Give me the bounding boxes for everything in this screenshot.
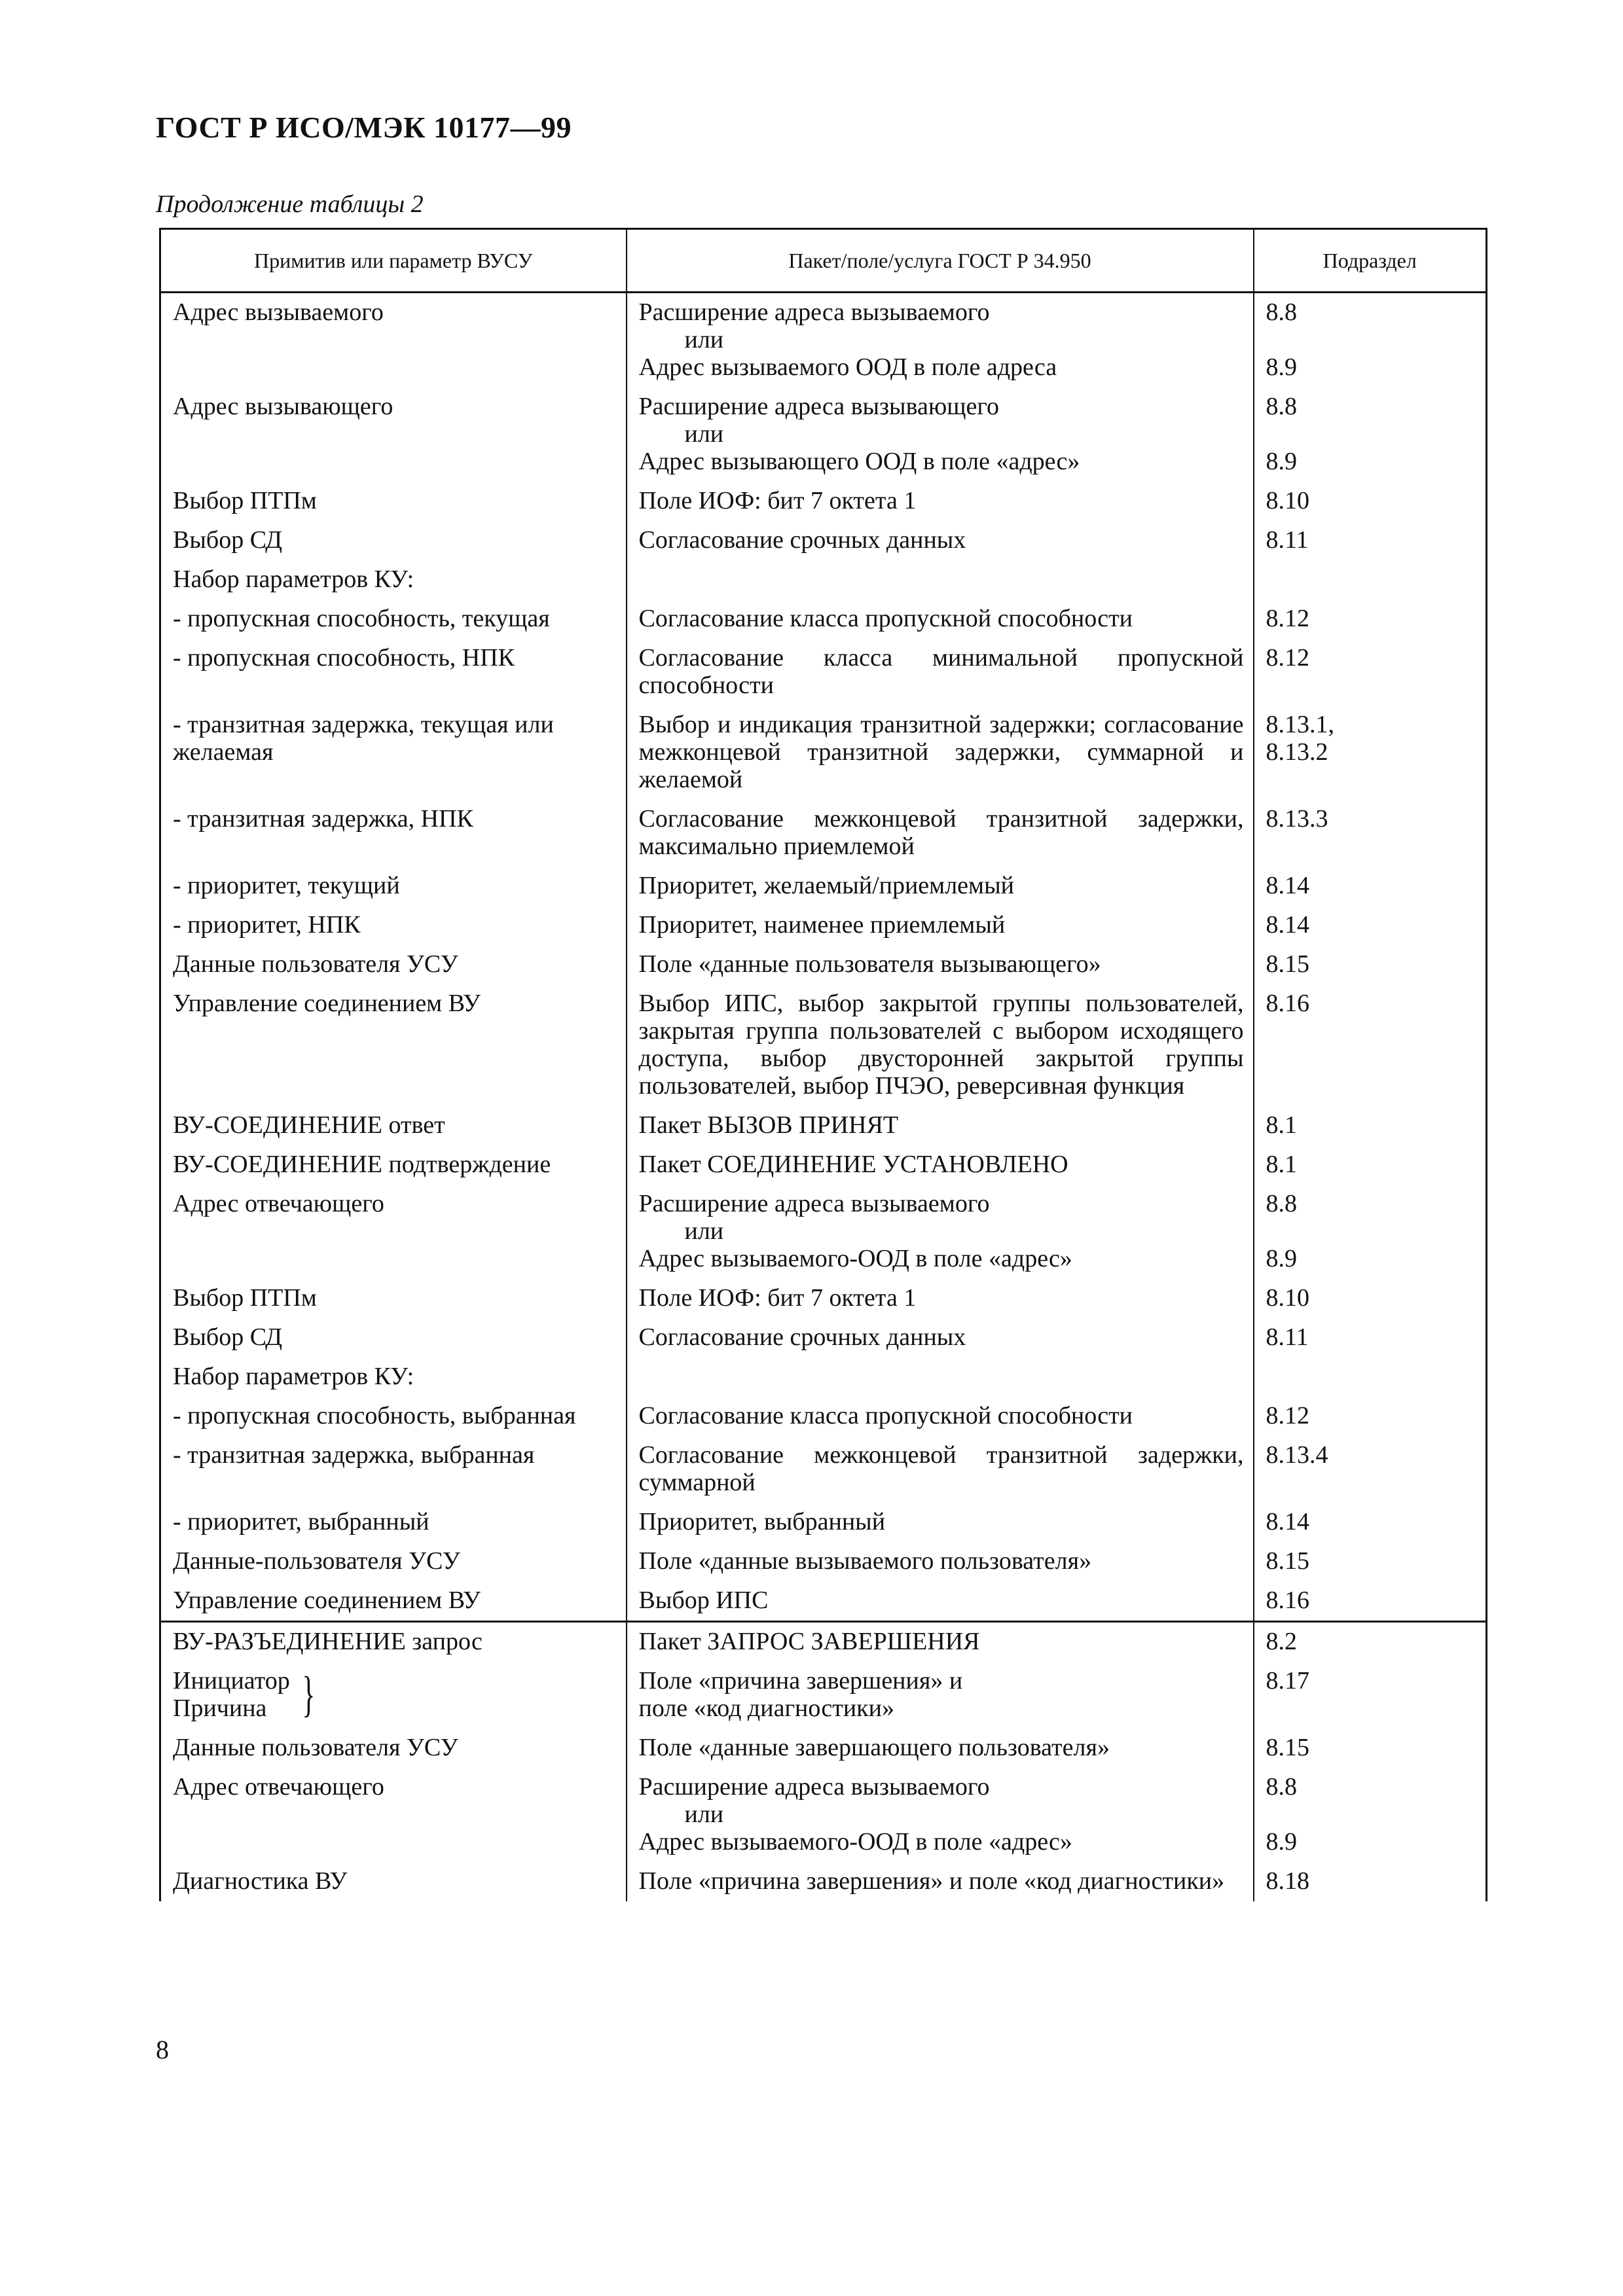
packet-text: или	[684, 326, 724, 353]
cell-subsection	[1254, 1662, 1487, 1729]
cell-primitive	[160, 1397, 627, 1436]
packet-text: Поле «причина завершения» и поле «код диагностики»	[638, 1867, 1225, 1895]
cell-subsection	[1254, 906, 1487, 945]
subsection-number: 8.10	[1266, 487, 1309, 514]
cell-primitive	[160, 1145, 627, 1185]
cell-primitive	[160, 706, 627, 800]
table-row	[160, 600, 1487, 639]
cell-primitive	[160, 800, 627, 867]
cell-primitive	[160, 639, 627, 706]
cell-packet-field-service	[627, 1357, 1254, 1397]
cell-packet-field-service	[627, 1279, 1254, 1318]
primitive-text: Данные-пользователя УСУ	[173, 1547, 460, 1575]
primitive-text: - приоритет, выбранный	[173, 1508, 429, 1535]
packet-text: Выбор ИПС	[638, 1587, 769, 1614]
primitive-text: - пропускная способность, НПК	[173, 644, 515, 672]
cell-packet-field-service	[627, 1318, 1254, 1357]
subsection-number: 8.1	[1266, 1111, 1297, 1139]
table-row	[160, 800, 1487, 867]
braced-parameter-group	[173, 1667, 617, 1722]
cell-packet-field-service	[627, 1542, 1254, 1581]
packet-text: Пакет СОЕДИНЕНИЕ УСТАНОВЛЕНО	[638, 1151, 1068, 1178]
page-number: 8	[156, 2035, 169, 2064]
column-header-subsection: Подраздел	[1254, 229, 1487, 293]
subsection-number: 8.16	[1266, 990, 1309, 1017]
cell-primitive	[160, 521, 627, 560]
subsection-number: 8.13.1,	[1266, 711, 1334, 738]
cell-packet-field-service	[627, 1768, 1254, 1862]
subsection-number	[1266, 420, 1477, 448]
cell-primitive	[160, 1542, 627, 1581]
packet-text: Согласование межконцевой транзитной задержки, суммарной	[638, 1441, 1244, 1496]
subsection-number: 8.14	[1266, 911, 1309, 939]
cell-packet-field-service	[627, 867, 1254, 906]
primitive-text: - приоритет, текущий	[173, 872, 400, 899]
packet-text: или	[684, 1801, 724, 1828]
cell-packet-field-service	[627, 639, 1254, 706]
subsection-number: 8.18	[1266, 1867, 1309, 1895]
subsection-number: 8.13.2	[1266, 738, 1328, 766]
table-row	[160, 482, 1487, 521]
cell-subsection	[1254, 1581, 1487, 1622]
cell-primitive	[160, 387, 627, 482]
packet-text: Выбор ИПС, выбор закрытой группы пользователей, закрытая группа пользователей с выбором исходящего доступа, выбор двусторонней закрытой группы пользователей, выбор ПЧЭО, реверсивная функция	[638, 990, 1244, 1100]
subsection-number: 8.13.3	[1266, 805, 1328, 833]
subsection-number	[1266, 1801, 1477, 1828]
primitive-text: - транзитная задержка, выбранная	[173, 1441, 535, 1469]
packet-text: Расширение адреса вызываемого	[638, 1190, 990, 1217]
primitive-text: Адрес отвечающего	[173, 1773, 384, 1801]
table-row	[160, 906, 1487, 945]
cell-packet-field-service	[627, 482, 1254, 521]
packet-text: Адрес вызываемого ООД в поле адреса	[638, 353, 1057, 381]
cell-subsection	[1254, 867, 1487, 906]
cell-subsection	[1254, 521, 1487, 560]
cell-subsection	[1254, 482, 1487, 521]
primitive-text: ВУ-СОЕДИНЕНИЕ ответ	[173, 1111, 445, 1139]
table-row	[160, 521, 1487, 560]
table-row	[160, 1279, 1487, 1318]
cell-subsection	[1254, 1106, 1487, 1145]
cell-primitive	[160, 1357, 627, 1397]
cell-packet-field-service	[627, 387, 1254, 482]
table-row	[160, 1397, 1487, 1436]
cell-packet-field-service	[627, 1397, 1254, 1436]
packet-text: Пакет ЗАПРОС ЗАВЕРШЕНИЯ	[638, 1628, 980, 1655]
table-row	[160, 1185, 1487, 1279]
packet-text: Поле «данные вызываемого пользователя»	[638, 1547, 1092, 1575]
column-header-packet: Пакет/поле/услуга ГОСТ Р 34.950	[627, 229, 1254, 293]
packet-text: Адрес вызываемого-ООД в поле «адрес»	[638, 1828, 1072, 1856]
cell-subsection	[1254, 639, 1487, 706]
cell-subsection	[1254, 1318, 1487, 1357]
primitive-text: Причина	[173, 1695, 267, 1722]
cell-packet-field-service	[627, 1145, 1254, 1185]
packet-text: Согласование класса минимальной пропускной способности	[638, 644, 1244, 699]
subsection-number: 8.2	[1266, 1628, 1297, 1655]
packet-text: Поле «данные пользователя вызывающего»	[638, 950, 1101, 978]
cell-subsection	[1254, 984, 1487, 1106]
subsection-number: 8.11	[1266, 1323, 1309, 1351]
cell-packet-field-service	[627, 560, 1254, 600]
primitive-text: - транзитная задержка, текущая или желаемая	[173, 711, 554, 766]
cell-subsection	[1254, 1185, 1487, 1279]
cell-subsection	[1254, 560, 1487, 600]
table-row	[160, 1662, 1487, 1729]
cell-primitive	[160, 293, 627, 388]
packet-text: Адрес вызывающего ООД в поле «адрес»	[638, 448, 1080, 475]
subsection-number: 8.9	[1266, 1245, 1297, 1272]
primitive-text: Набор параметров КУ:	[173, 1363, 414, 1390]
primitive-text: Диагностика ВУ	[173, 1867, 348, 1895]
cell-subsection	[1254, 1503, 1487, 1542]
primitive-text: Выбор ПТПм	[173, 487, 317, 514]
subsection-number: 8.8	[1266, 298, 1297, 326]
packet-text: или	[684, 420, 724, 448]
cell-packet-field-service	[627, 600, 1254, 639]
primitive-text: Адрес вызывающего	[173, 393, 393, 420]
primitive-text: ВУ-РАЗЪЕДИНЕНИЕ запрос	[173, 1628, 483, 1655]
cell-packet-field-service	[627, 1581, 1254, 1622]
table-row	[160, 560, 1487, 600]
cell-subsection	[1254, 1397, 1487, 1436]
subsection-number: 8.14	[1266, 872, 1309, 899]
cell-primitive	[160, 1185, 627, 1279]
primitives-mapping-table	[159, 228, 1487, 1901]
cell-packet-field-service	[627, 984, 1254, 1106]
primitive-text: Выбор СД	[173, 1323, 283, 1351]
cell-subsection	[1254, 945, 1487, 984]
subsection-number: 8.15	[1266, 1547, 1309, 1575]
cell-primitive	[160, 1662, 627, 1729]
cell-subsection	[1254, 1622, 1487, 1662]
packet-text: Приоритет, выбранный	[638, 1508, 886, 1535]
table-row	[160, 1768, 1487, 1862]
cell-packet-field-service	[627, 1106, 1254, 1145]
cell-packet-field-service	[627, 706, 1254, 800]
subsection-number: 8.9	[1266, 353, 1297, 381]
cell-packet-field-service	[627, 293, 1254, 388]
table-row	[160, 1436, 1487, 1503]
subsection-number: 8.12	[1266, 644, 1309, 672]
document-title: ГОСТ Р ИСО/МЭК 10177—99	[156, 111, 572, 144]
packet-text: Поле «причина завершения» и	[638, 1667, 963, 1695]
cell-subsection	[1254, 1768, 1487, 1862]
cell-packet-field-service	[627, 521, 1254, 560]
cell-packet-field-service	[627, 945, 1254, 984]
cell-subsection	[1254, 387, 1487, 482]
packet-text: Выбор и индикация транзитной задержки; согласование межконцевой транзитной задержки, суммарной и желаемой	[638, 711, 1244, 793]
packet-text: Согласование срочных данных	[638, 526, 966, 554]
packet-text: Согласование класса пропускной способности	[638, 1402, 1133, 1429]
primitive-text: Адрес вызываемого	[173, 298, 384, 326]
table-row	[160, 706, 1487, 800]
table-row	[160, 1729, 1487, 1768]
subsection-number: 8.16	[1266, 1587, 1309, 1614]
table-row	[160, 1622, 1487, 1662]
subsection-number: 8.12	[1266, 1402, 1309, 1429]
packet-text: Расширение адреса вызываемого	[638, 298, 990, 326]
packet-text: Расширение адреса вызывающего	[638, 393, 1000, 420]
cell-primitive	[160, 560, 627, 600]
cell-subsection	[1254, 706, 1487, 800]
primitive-text: Данные пользователя УСУ	[173, 1734, 458, 1761]
subsection-number: 8.14	[1266, 1508, 1309, 1535]
cell-primitive	[160, 906, 627, 945]
table-row	[160, 1318, 1487, 1357]
cell-subsection	[1254, 1542, 1487, 1581]
cell-primitive	[160, 867, 627, 906]
subsection-number: 8.13.4	[1266, 1441, 1328, 1469]
subsection-number	[1266, 326, 1477, 353]
subsection-number: 8.15	[1266, 1734, 1309, 1761]
primitive-text: Данные пользователя УСУ	[173, 950, 458, 978]
packet-text: Согласование срочных данных	[638, 1323, 966, 1351]
packet-text: Согласование класса пропускной способности	[638, 605, 1133, 632]
packet-text: Поле ИОФ: бит 7 октета 1	[638, 1284, 917, 1312]
cell-primitive	[160, 1622, 627, 1662]
cell-packet-field-service	[627, 1662, 1254, 1729]
cell-subsection	[1254, 1436, 1487, 1503]
table-row	[160, 1503, 1487, 1542]
cell-packet-field-service	[627, 906, 1254, 945]
cell-primitive	[160, 1318, 627, 1357]
packet-text: Приоритет, наименее приемлемый	[638, 911, 1006, 939]
cell-primitive	[160, 1436, 627, 1503]
table-body	[160, 293, 1487, 1902]
packet-text: Пакет ВЫЗОВ ПРИНЯТ	[638, 1111, 899, 1139]
column-header-primitive: Примитив или параметр ВУСУ	[160, 229, 627, 293]
packet-text: Расширение адреса вызываемого	[638, 1773, 990, 1801]
cell-primitive	[160, 1768, 627, 1862]
cell-primitive	[160, 482, 627, 521]
subsection-number: 8.10	[1266, 1284, 1309, 1312]
subsection-number: 8.15	[1266, 950, 1309, 978]
table-continuation-caption: Продолжение таблицы 2	[156, 190, 424, 218]
primitive-text: Инициатор	[173, 1667, 290, 1695]
primitive-text: Выбор СД	[173, 526, 283, 554]
packet-text: Приоритет, желаемый/приемлемый	[638, 872, 1014, 899]
table-row	[160, 639, 1487, 706]
primitive-text: - транзитная задержка, НПК	[173, 805, 473, 833]
cell-subsection	[1254, 1145, 1487, 1185]
table-row	[160, 387, 1487, 482]
table-row	[160, 293, 1487, 388]
table-header-row	[160, 229, 1487, 293]
cell-primitive	[160, 1862, 627, 1901]
table-row	[160, 1357, 1487, 1397]
cell-packet-field-service	[627, 1862, 1254, 1901]
primitive-text: Управление соединением ВУ	[173, 990, 481, 1017]
subsection-number: 8.17	[1266, 1667, 1309, 1695]
subsection-number: 8.8	[1266, 393, 1297, 420]
table-row	[160, 945, 1487, 984]
subsection-number: 8.11	[1266, 526, 1309, 554]
table-row	[160, 984, 1487, 1106]
cell-packet-field-service	[627, 1622, 1254, 1662]
table-row	[160, 1106, 1487, 1145]
primitive-text: - приоритет, НПК	[173, 911, 361, 939]
cell-subsection	[1254, 1279, 1487, 1318]
primitive-text: Набор параметров КУ:	[173, 565, 414, 593]
cell-subsection	[1254, 1729, 1487, 1768]
cell-packet-field-service	[627, 1503, 1254, 1542]
primitive-text: Адрес отвечающего	[173, 1190, 384, 1217]
subsection-number: 8.8	[1266, 1773, 1297, 1801]
primitive-text: Управление соединением ВУ	[173, 1587, 481, 1614]
cell-primitive	[160, 600, 627, 639]
cell-primitive	[160, 1106, 627, 1145]
subsection-number	[1266, 1217, 1477, 1245]
packet-text: Согласование межконцевой транзитной задержки, максимально приемлемой	[638, 805, 1244, 860]
subsection-number: 8.12	[1266, 605, 1309, 632]
subsection-number: 8.9	[1266, 1828, 1297, 1856]
table-row	[160, 1581, 1487, 1622]
primitive-text: Выбор ПТПм	[173, 1284, 317, 1312]
cell-primitive	[160, 945, 627, 984]
cell-packet-field-service	[627, 1729, 1254, 1768]
packet-text: Адрес вызываемого-ООД в поле «адрес»	[638, 1245, 1072, 1272]
packet-text: Поле ИОФ: бит 7 октета 1	[638, 487, 917, 514]
cell-packet-field-service	[627, 1185, 1254, 1279]
cell-primitive	[160, 984, 627, 1106]
subsection-number: 8.9	[1266, 448, 1297, 475]
cell-primitive	[160, 1729, 627, 1768]
packet-text: поле «код диагностики»	[638, 1695, 894, 1722]
cell-primitive	[160, 1503, 627, 1542]
table-row	[160, 1862, 1487, 1901]
cell-subsection	[1254, 293, 1487, 388]
packet-text: Поле «данные завершающего пользователя»	[638, 1734, 1110, 1761]
cell-primitive	[160, 1279, 627, 1318]
cell-subsection	[1254, 600, 1487, 639]
table-row	[160, 1542, 1487, 1581]
cell-subsection	[1254, 1862, 1487, 1901]
packet-text: или	[684, 1217, 724, 1245]
table-row	[160, 867, 1487, 906]
cell-packet-field-service	[627, 1436, 1254, 1503]
curly-brace-icon: }	[301, 1667, 316, 1722]
cell-subsection	[1254, 800, 1487, 867]
primitive-text: - пропускная способность, текущая	[173, 605, 550, 632]
table-row	[160, 1145, 1487, 1185]
cell-primitive	[160, 1581, 627, 1622]
subsection-number: 8.8	[1266, 1190, 1297, 1217]
primitive-text: ВУ-СОЕДИНЕНИЕ подтверждение	[173, 1151, 551, 1178]
cell-subsection	[1254, 1357, 1487, 1397]
cell-packet-field-service	[627, 800, 1254, 867]
primitive-text: - пропускная способность, выбранная	[173, 1402, 576, 1429]
subsection-number: 8.1	[1266, 1151, 1297, 1178]
